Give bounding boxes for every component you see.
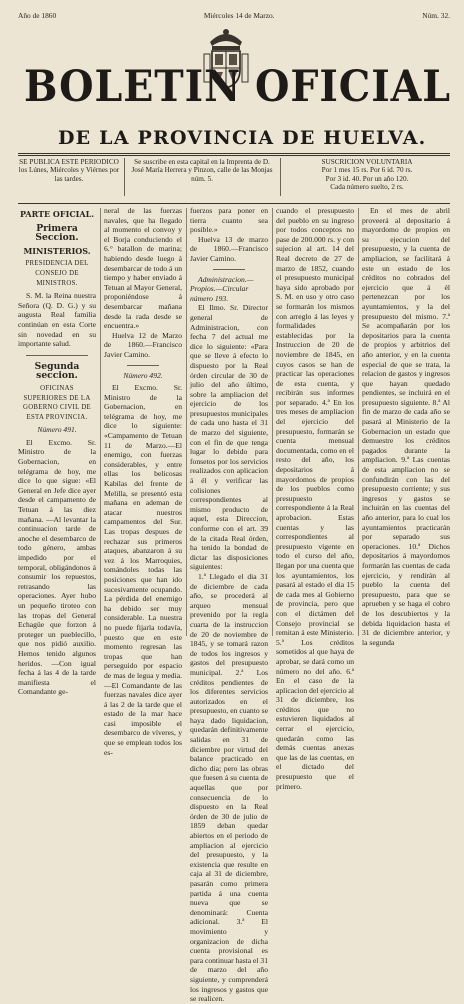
price-line: Por 1 mes 15 rs. Por 6 id. 70 rs. <box>321 166 413 175</box>
column-divider <box>272 208 273 636</box>
issue-number: Núm. 32. <box>422 10 450 20</box>
article-signature: Huelva 13 de marzo de 1860.—Francisco Javier Camino. <box>190 234 268 263</box>
article-text: cuando el presupuesto del pueblo en su ingreso por todos conceptos no pase de 200.000 rs. y con sujecion al art. 14 del Real decreto de 27 de marzo de 1852, cuando el presupuesto municipal haya sido aprobado por S. M. en uso y otro caso se formarán los mismos con arreglo á las leyes y formalidades establecidas por la Instruccion de 20 de noviembre de 1845, en cuyos casos se han de practicar las operaciones de esta cuenta, y recibirán sus informes por separado. 4.ª En los tres meses de ampliacion del ejercicio del presupuesto, formarán se cuenta mensual documentada, como en el resto del año, los depositarios á mayordomos de propios de los pueblos como presupuesto correspondiente á la Real aprobacion. Estas cuentas y las correspondientes al presupuesto vigente en todo el curso del año, llegan por una cuenta que los ayuntamientos, los pasará al estado el dia 15 de cada mes al Gobierno de provincia, pero que con el dictámen del Consejo provincial se remitan á este Ministerio. 5.ª Los créditos sometidos al que haya de aprobar, se dará como un número no del año. 6.ª En el caso de la aplicacion del ejercicio al 31 de diciembre, los créditos que no estuvieren liquidados al cerrar el ejercicio, quedarán como las demás cuentas anexas que las de las cuentas, en el dictado del presupuesto que el primero. <box>276 206 355 791</box>
masthead-title-right: OFICIAL <box>255 62 452 112</box>
section-heading: PARTE OFICIAL. <box>19 209 95 219</box>
masthead-topline <box>18 8 450 22</box>
divider <box>124 158 125 196</box>
divider <box>18 155 450 156</box>
year-label: Año de 1860 <box>18 10 57 20</box>
divider <box>127 365 158 366</box>
divider <box>213 269 244 270</box>
article-heading: Administracion.—Propios.—Circular número 193. <box>190 274 254 303</box>
article-column-5 <box>362 206 450 647</box>
article-text: fuerzos para poner en tierra cuanto sea posible.» <box>190 206 268 235</box>
article-number: Número 491. <box>37 425 77 435</box>
price-line: Cada número suelto, 2 rs. <box>330 183 404 192</box>
masthead-subtitle: DE LA PROVINCIA DE HUELVA. <box>58 127 427 149</box>
masthead-title-left: BOLETIN <box>24 62 242 112</box>
article-signature: Huelva 12 de Marzo de 1860.—Francisco Javier Camino. <box>104 330 182 359</box>
date-label: Miércoles 14 de Marzo. <box>203 10 275 20</box>
divider <box>18 203 450 204</box>
department-heading: PRESIDENCIA DEL CONSEJO DE MINISTROS. <box>25 260 89 287</box>
section-heading: Primera Seccion. <box>35 222 79 244</box>
column-divider <box>358 208 359 636</box>
subscription-location: Se suscribe en esta capital en la Imprenta de D. José María Herrera y Pinzon, calle de las Monjas núm. 5. <box>131 158 273 183</box>
article-text: El Excmo. Sr. Ministro de la Gobernacion, en telégrama de hoy, me dice lo que sigue: «El General en Jefe dice ayer desde el campamento de Tetuan á las diez mañana. —Al levantar la continuacion tarde de anoche el desembarco de todo género, ambas impedido por el temporal, obligándonos á consumir los repuestos, retrasando las operaciones. Ayer hubo un pequeño tiroteo con las tropas del General Echagüe que forzon á proteger un pueblecillo, que nos pidió auxilio. Hemos tenido algunos heridos. —Con igual fecha á las 4 de la tarde manifiesta el Comandante ge- <box>18 437 96 697</box>
column-divider <box>100 208 101 636</box>
price-line: Por 3 id. 40. Por un año 120. <box>325 174 409 183</box>
subscription-title: SUSCRICION VOLUNTARIA <box>321 158 413 166</box>
article-text: El Ilmo. Sr. Director general de Administracion, con fecha 7 del actual me dice lo siguiente: «Para que se lleve á efecto lo dispuesto por la Real órden circular de 30 de julio del año último, sobre la ampliacion del ejercicio de los presupuestos municipales de cada uno hasta el 31 de marzo del siguiente, con el fin de que tenga lugar lo debido para fonsetos por los servicios realizados con aplicacion á él y verificar las colisiones correspondientes al mismo producto de aquel, esta Direccion, conforme con el art. 39 de la citada Real órden, ha tenido la bondad de dictar las disposiciones siguientes: <box>190 303 268 572</box>
divider <box>280 158 281 196</box>
article-text: 1.ª Llegado el dia 31 de diciembre de cada año, se procederá al arqueo mensual prevenido por la regla cuarta de la instruccion de 20 de noviembre de 1845, y se tomará razon de todos los ingresos y gastos del presupuesto municipal. 2.ª Los créditos pendientes de los diferentes servicios autorizados en el presupuesto, en cuanto se haya dado liquidacion, quedarán definitivamente salidas en 31 de diciembre por virtud del balance practicado en dicho dia; pero las obras que fuesen á su cuenta de aquellas que por consecuencia de lo dispuesto en la Real órden de 30 de julio de 1859 deban quedar abiertos en el periodo de ampliacion al ejercicio del presupuesto, y la existencia que resulte en caja al 31 de diciembre, pasarán como primera partida á una cuenta nueva que se denominará: Cuenta adicional. 3.ª El movimiento y organizacion de dicha cuenta provisional es para continuar hasta el 31 de marzo del año siguiente, y comprenderá los ingresos y gastos que se realicen. <box>190 571 269 1004</box>
section-heading: MINISTERIOS. <box>23 245 91 256</box>
section-heading: Segunda seccion. <box>34 360 80 382</box>
divider <box>18 153 450 154</box>
divider <box>26 355 88 356</box>
article-text: En el mes de abril proveerá al depositario á mayordomo de propios en su ejecucion del presupuesto, y la cuenta de ampliacion, se facilitará á este un estado de los créditos no cobrados del ejercicio que á él pertenezcan por los ayuntamientos, y la del presupuesto del mismo. 7.ª Se acompañarán por los depositarios para la cuenta de propios y arbitrios del año anterior, y en la cuenta especial de que se trata, la relacion de gastos y ingresos que hayan quedado pendientes, se incluirá en el presupuesto siguiente. 8.ª Al fin de marzo de cada año se pasará al Ministerio de la Gobernacion un estado que demuestre los créditos pagados durante la ampliacion. 9.ª Las cuentas de esta ampliacion no se confundirán con las del presupuesto corriente; y sus ingresos y gastos se incluirán en las cuentas del año anterior, para lo cual los ayuntamientos practicarán por separado sus operaciones. 10.ª Dichos depositarios á mayordomos formarán las cuentas de cada ejercicio, y rendirán al pueblo la cuenta del presupuesto, para que se aprueben y se haga el cobro de los descubiertos y la debida liquidacion hasta el 31 de diciembre anterior, y la segunda <box>362 206 450 647</box>
article-column-4 <box>276 206 355 791</box>
department-heading: OFICINAS SUPERIORES DE LA GOBERNO CIVIL DE ESTA PROVINCIA. <box>23 384 91 421</box>
article-text: S. M. la Reina nuestra Señora (Q. D. G.) y su augusta Real familia continúan en esta Corte sin novedad en su importante salud. <box>18 291 96 349</box>
subscription-prices <box>284 158 450 192</box>
article-column-2 <box>104 206 182 757</box>
article-number: Número 492. <box>123 370 163 380</box>
article-column-3 <box>190 206 269 1004</box>
publication-schedule: SE PUBLICA ESTE PERIODICO los Lúnes, Miércoles y Viérnes por las tardes. <box>18 158 120 183</box>
article-column-1 <box>18 206 96 697</box>
article-text: neral de las fuerzas navales, que ha llegado al momento el convoy y el Borja conduciendo el 6.° batallon de marina; habiendo desde luego á desembarcar de todo á un tiempo y haber enviado á Tetuan al Mayor General, proponiéndose á desembarcar mañana desde la rada desde se encuentra.» <box>104 206 182 331</box>
publication-info-bar <box>18 158 450 200</box>
article-text: El Excmo. Sr. Ministro de la Gobernacion, en telégrama de hoy, me dice lo siguiente: «Campamento de Tetuan 11 de Marzo.—El enemigo, con fuerzas considerables, y entre ellas los belicosas Kabilas del frente de Melilla, se presentó esta mañana en ademan de atacar nuestros campamentos del Sur. Las tropas despues de rechazar sus primeros ataques, abanzaron á su vez á los Marroquies, tomándoles todas las posiciones que han ido sucesivamente ocupando. La pérdida del enemigo ha debido ser muy considerable. La nuestra no puede fijarla todavía, puesto que en este momento regresan las tropas que han perseguido por espacio de mas de legua y media. —El Comandante de las fuerzas navales dice ayer á las 2 de la tarde que el estado de la mar hace casi imposible el desembarco de víveres, y que se emplean todos los es- <box>104 383 182 757</box>
column-divider <box>186 208 187 636</box>
